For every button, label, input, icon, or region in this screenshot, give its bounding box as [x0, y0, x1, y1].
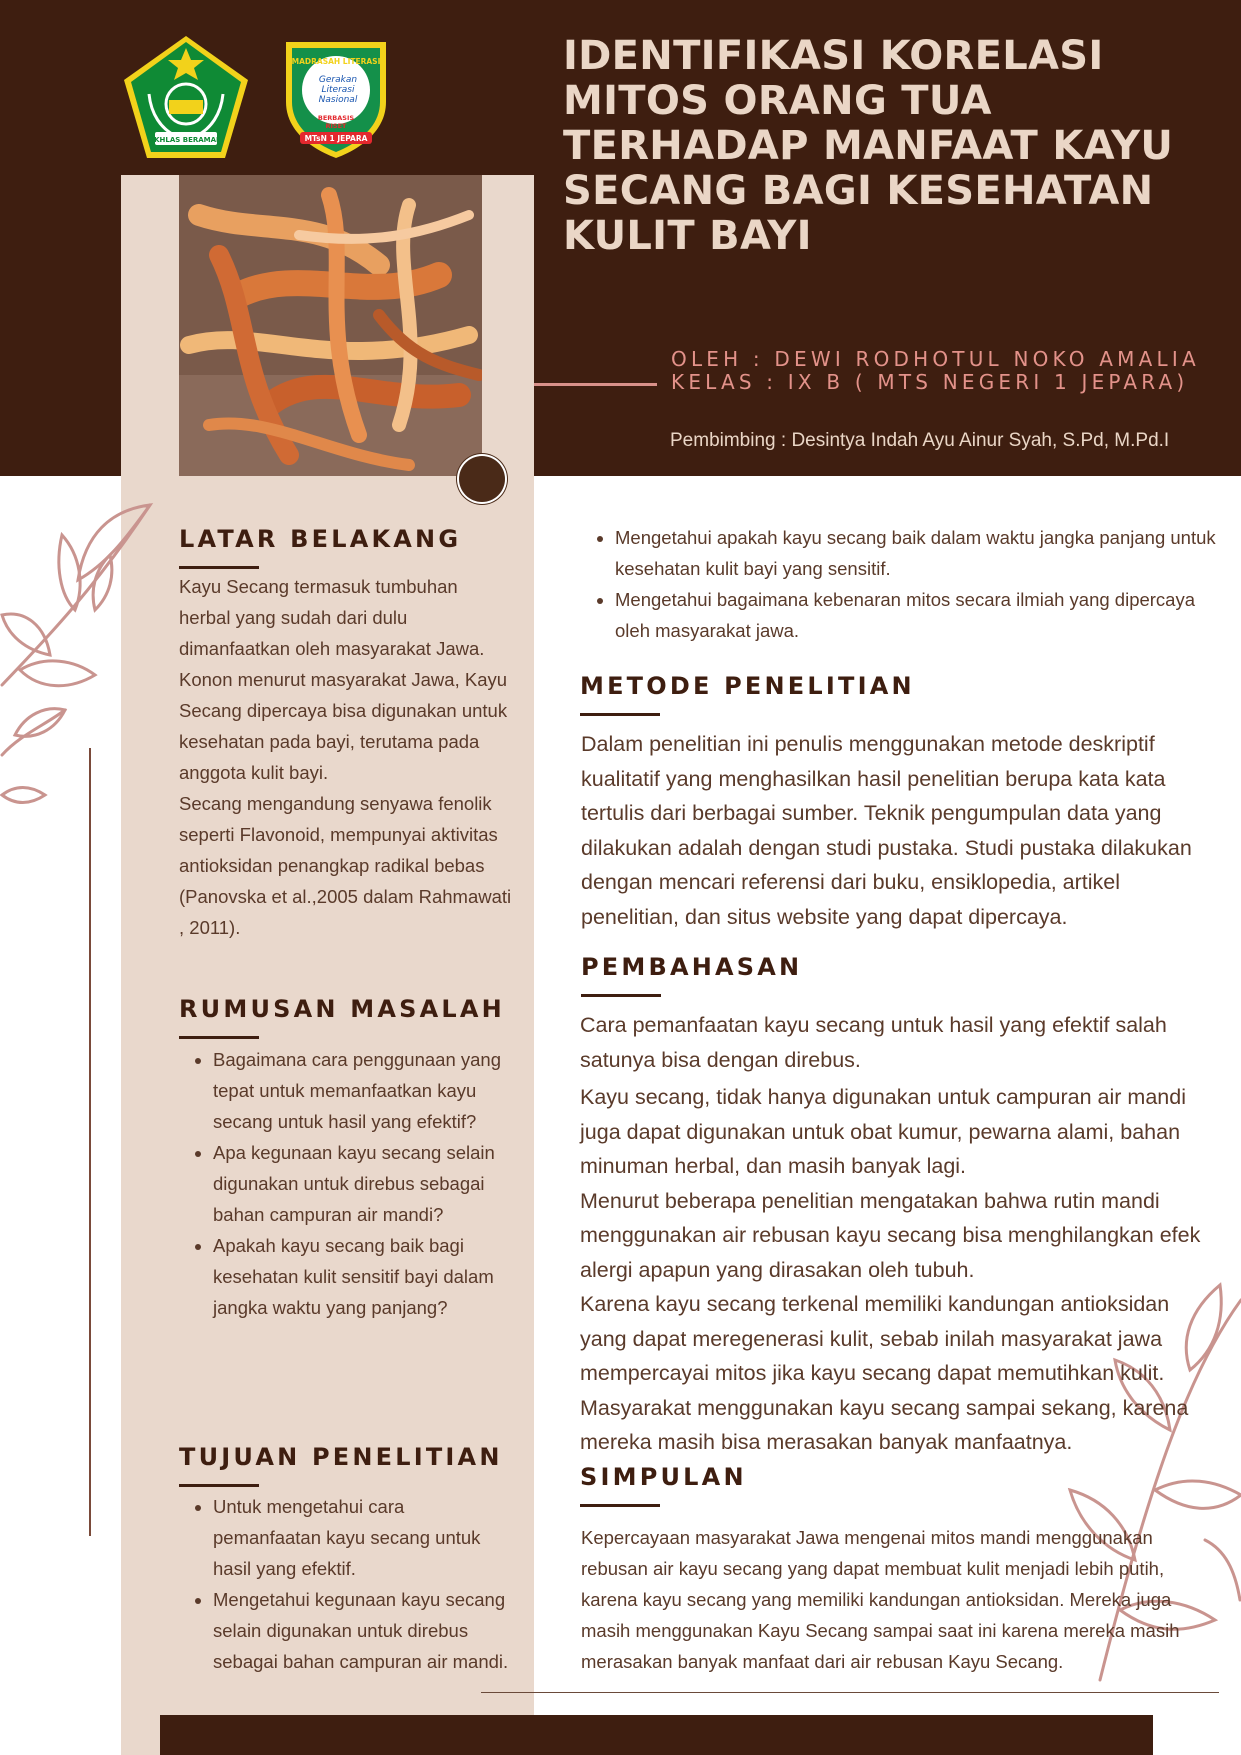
simpulan-text-wrap — [581, 1522, 1221, 1677]
left-vertical-rule — [89, 748, 91, 1536]
tujuan-list-left — [179, 1491, 514, 1677]
kemenag-logo — [121, 34, 251, 160]
tujuan-list-wrap-right — [581, 522, 1221, 646]
heading-latar-belakang: LATAR BELAKANG — [179, 525, 462, 553]
secang-wood-photo — [179, 175, 482, 476]
decorative-circle — [459, 456, 505, 502]
list-item: • Untuk mengetahui cara pemanfaatan kayu secang untuk hasil yang efektif. — [213, 1491, 514, 1584]
advisor-name: Pembimbing : Desintya Indah Ayu Ainur Syah, S.Pd, M.Pd.I — [670, 430, 1170, 451]
latar-paragraph-2: Secang mengandung senyawa fenolik seperti Flavonoid, mempunyai aktivitas antioksidan penangkap radikal bebas (Panovska et al.,2005 dalam Rahmawati , 2011). — [179, 793, 512, 938]
heading-metode-penelitian: METODE PENELITIAN — [580, 672, 915, 700]
heading-tujuan-penelitian: TUJUAN PENELITIAN — [179, 1443, 503, 1471]
madrasah-literasi-logo — [278, 32, 394, 160]
literasi-line2: Literasi — [321, 85, 355, 95]
metode-text-wrap — [581, 727, 1221, 934]
bottom-horizontal-rule — [481, 1692, 1219, 1693]
leaf-branch-top-left-icon — [0, 495, 165, 840]
literasi-ring-text: MADRASAH LITERASI — [291, 57, 381, 66]
author-name: OLEH : DEWI RODHOTUL NOKO AMALIA — [671, 347, 1200, 371]
pembahasan-paragraph-1: Cara pemanfaatan kayu secang untuk hasil yang efektif salah satunya bisa dengan direbus. — [580, 1013, 1167, 1072]
heading-rule — [179, 1036, 259, 1039]
list-item: • Mengetahui bagaimana kebenaran mitos secara ilmiah yang dipercaya oleh masyarakat jawa. — [615, 584, 1221, 646]
author-block — [671, 348, 1231, 394]
tujuan-list-right — [581, 522, 1221, 646]
heading-rule — [179, 566, 259, 569]
pembahasan-text-wrap — [580, 1008, 1220, 1460]
heading-rumusan-masalah: RUMUSAN MASALAH — [179, 995, 505, 1023]
tujuan-list-wrap-left — [179, 1491, 514, 1677]
list-item: • Mengetahui apakah kayu secang baik dalam waktu jangka panjang untuk kesehatan kulit bayi yang sensitif. — [615, 522, 1221, 584]
list-item: • Mengetahui kegunaan kayu secang selain digunakan untuk direbus sebagai bahan campuran air mandi. — [213, 1584, 514, 1677]
pembahasan-paragraph-2: Kayu secang, tidak hanya digunakan untuk campuran air mandi juga dapat digunakan untuk obat kumur, pewarna alami, bahan minuman herbal, dan masih banyak lagi. — [580, 1085, 1186, 1178]
metode-paragraph: Dalam penelitian ini penulis menggunakan metode deskriptif kualitatif yang menghasilkan hasil penelitian berupa kata kata tertulis dari berbagai sumber. Teknik pengumpulan data yang dilakukan adalah dengan studi pustaka. Studi pustaka dilakukan dengan mencari referensi dari buku, ensiklopedia, artikel penelitian, dan situs website yang dapat dipercaya. — [581, 732, 1192, 929]
rumusan-list — [179, 1044, 514, 1323]
poster-title: IDENTIFIKASI KORELASI MITOS ORANG TUA TERHADAP MANFAAT KAYU SECANG BAGI KESEHATAN KULIT BAYI — [563, 33, 1174, 259]
pembahasan-paragraph-3: Menurut beberapa penelitian mengatakan bahwa rutin mandi menggunakan air rebusan kayu secang bisa menghilangkan efek alergi apapun yang dirasakan oleh tubuh. — [580, 1188, 1201, 1282]
list-item: • Apa kegunaan kayu secang selain digunakan untuk direbus sebagai bahan campuran air mandi? — [213, 1137, 514, 1230]
heading-simpulan: SIMPULAN — [580, 1463, 747, 1491]
simpulan-paragraph: Kepercayaan masyarakat Jawa mengenai mitos mandi menggunakan rebusan air kayu secang yang dapat membuat kulit menjadi lebih putih, karena kayu secang yang memiliki kandungan antioksidan. Mereka juga masih menggunakan Kayu Secang sampai saat ini karena mereka masih merasakan banyak manfaat dari air rebusan Kayu Secang. — [581, 1527, 1180, 1672]
heading-pembahasan: PEMBAHASAN — [581, 953, 803, 981]
heading-rule — [580, 1504, 660, 1507]
list-item: • Apakah kayu secang baik bagi kesehatan kulit sensitif bayi dalam jangka waktu yang panjang? — [213, 1230, 514, 1323]
heading-rule — [179, 1484, 259, 1487]
pembahasan-paragraph-4: Karena kayu secang terkenal memiliki kandungan antioksidan yang dapat meregenerasi kulit, sebab inilah masyarakat jawa mempercayai mitos jika kayu secang dapat memutihkan kulit. Masyarakat menggunakan kayu secang sampai sekang, karena mereka masih bisa merasakan banyak manfaatnya. — [580, 1292, 1189, 1454]
rumusan-list-wrap — [179, 1044, 514, 1323]
list-item: • Bagaimana cara penggunaan yang tepat untuk memanfaatkan kayu secang untuk hasil yang efektif? — [213, 1044, 514, 1137]
literasi-line3: Nasional — [318, 95, 358, 105]
latar-belakang-text — [179, 571, 514, 943]
literasi-line1: Gerakan — [318, 75, 358, 85]
footer-bar — [160, 1715, 1153, 1755]
heading-rule — [580, 713, 660, 716]
author-class: KELAS : IX B ( MTS NEGERI 1 JEPARA) — [671, 370, 1189, 394]
literasi-school: MTsN 1 JEPARA — [304, 134, 368, 143]
heading-rule — [581, 994, 661, 997]
author-accent-line — [534, 383, 657, 386]
latar-paragraph-1: Kayu Secang termasuk tumbuhan herbal yang sudah dari dulu dimanfaatkan oleh masyarakat Jawa. Konon menurut masyarakat Jawa, Kayu Secang dipercaya bisa digunakan untuk kesehatan pada bayi, terutama pada anggota kulit bayi. — [179, 576, 508, 783]
literasi-riset: RISET — [325, 122, 347, 130]
literasi-basis: BERBASIS — [317, 114, 355, 122]
kemenag-motto: IKHLAS BERAMAL — [151, 136, 221, 144]
